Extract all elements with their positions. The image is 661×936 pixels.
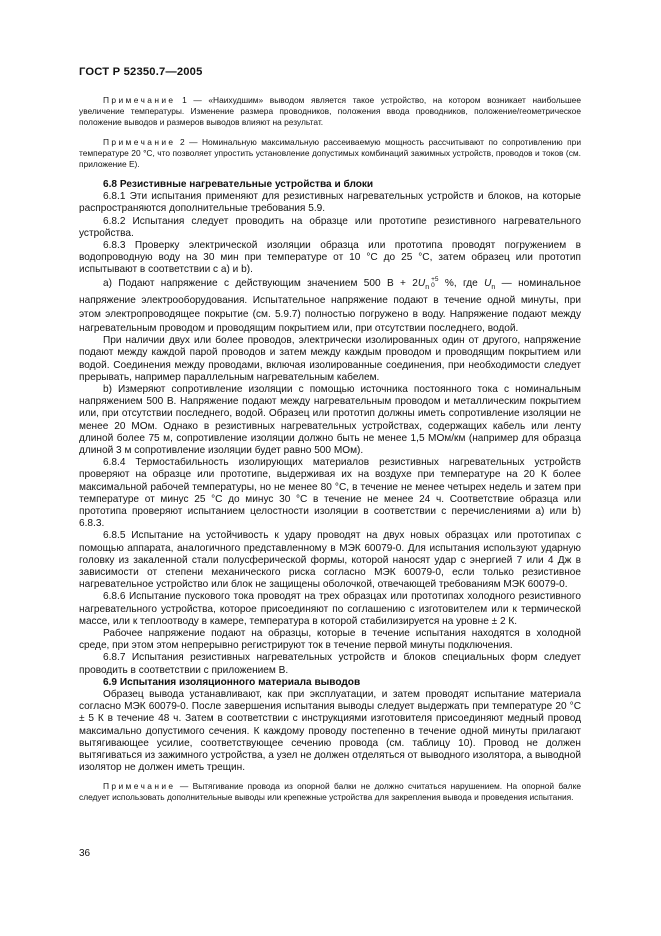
- paragraph-6-8-1: 6.8.1 Эти испытания применяют для резистивных нагревательных устройств и блоков, на которые распространяются дополнительные требования 5.9.: [79, 191, 581, 215]
- section-6-9-heading: 6.9 Испытания изоляционного материала выводов: [103, 676, 361, 688]
- item-a-part2: %, где: [438, 277, 485, 289]
- paragraph-6-8-2: 6.8.2 Испытания следует проводить на образце или прототипе резистивного нагревательного устройства.: [79, 215, 581, 239]
- note-2: [79, 137, 581, 170]
- note-1-label: Примечание: [103, 95, 176, 105]
- paragraph-working-voltage: Рабочее напряжение подают на образцы, которые в течение испытания находятся в холодной среде, при этом этом непрерывно регистрируют ток в течение первой минуты подключения.: [79, 628, 581, 652]
- section-6-8-heading: 6.8 Резистивные нагревательные устройства и блоки: [103, 179, 374, 190]
- note-2-label: Примечание: [103, 137, 176, 147]
- item-a-un: U: [417, 277, 426, 289]
- item-a-tolerance-sub: 0: [431, 282, 435, 290]
- document-body: [79, 95, 581, 812]
- paragraph-6-8-6: 6.8.6 Испытание пускового тока проводят на трех образцах или прототипах холодного резистивного нагревательного устройства, которое присоединяют по соглашению с изготовителем или к термической массе, или к теплоотводу в камере, температура в которой стабилизируется на уровне ± 2 К.: [79, 591, 581, 627]
- item-a-part3: — номинальное напряжение электрооборудования. Испытательное напряжение подают в течение одной минуты, при этом электропроводящее покрытие (см. 5.9.7) полностью погружено в воду. Напряжение подают между нагревательным проводом и проводящим покрытием или, при отсутствии последнего, водой.: [79, 277, 581, 334]
- paragraph-6-8-4: 6.8.4 Термостабильность изолирующих материалов резистивных нагревательных устройств проверяют на образце или прототипе, выдерживая их на воздухе при температуре на 20 К более максимальной рабочей температуры, но не менее 80 °С, в течение не менее четырех недель и затем при температуре от минус 25 °С до минус 30 °С в течение не менее 24 ч. Соответствие образца или прототипа проверяют испытанием целостности изоляции в соответствии с перечислениями а) или b) 6.8.3.: [79, 457, 581, 530]
- paragraph-6-8-3: 6.8.3 Проверку электрической изоляции образца или прототипа проводят погружением в водопроводную воду на 30 мин при температуре от 10 °С до 25 °С, затем образец или прототип испытывают в соответствии с а) и b).: [79, 240, 581, 276]
- paragraph-6-8-7: 6.8.7 Испытания резистивных нагревательных устройств и блоков специальных форм следует проводить в соответствии с приложением В.: [79, 652, 581, 676]
- note-6-9-label: Примечание: [103, 780, 176, 791]
- note-1: [79, 95, 581, 128]
- document-header: ГОСТ Р 52350.7—2005: [79, 66, 203, 78]
- paragraph-two-wires: При наличии двух или более проводов, электрически изолированных один от другого, напряжение подают между каждой парой проводов и затем между каждым проводом и проводящим покрытием или водой. Соединения между проводами, включая изолированные соединения, при необходимости следует прерывать, например параллельным нагревательным кабелем.: [79, 335, 581, 383]
- item-a-part1: a) Подают напряжение с действующим значением 500 В + 2: [103, 277, 418, 289]
- paragraph-6-8-3-b: b) Измеряют сопротивление изоляции с помощью источника постоянного тока с номинальным напряжением 500 В. Напряжение подают между нагревательным проводом и металлическим покрытием или, при отсутствии последнего, водой. Образец или прототип должны иметь сопротивление изоляции не менее 20 МОм. Однако в резистивных нагревательных устройствах, содержащих кабель или ленту длиной более 75 м, сопротивление изоляции должно быть не менее 1,5 МОм/км (например для образца длиной 3 м сопротивление изоляции будет равно 500 МОм).: [79, 384, 581, 457]
- item-a-n: n: [425, 283, 430, 291]
- item-a-n-2: n: [491, 283, 496, 291]
- item-a-tolerance: [431, 277, 438, 290]
- note-6-9-text: — Вытягивание провода из опорной балки не должно считаться нарушением. На опорной балке следует использовать дополнительные выводы или крепежные устройства для закрепления вывода и проведения испытания.: [79, 780, 581, 802]
- note-6-9: [79, 781, 581, 803]
- paragraph-6-8-5: 6.8.5 Испытание на устойчивость к удару проводят на двух новых образцах или прототипах с помощью аппарата, аналогичного представленному в МЭК 60079-0. Для испытания используют ударную головку из закаленной стали полусферической формы, которой наносят удар с энергией 7 или 4 Дж в зависимости от степени механического риска согласно МЭК 60079-0, если только резистивное нагревательное устройство или блок не защищены оболочкой, отвечающей требованиям МЭК 60079-0.: [79, 530, 581, 591]
- item-a-tolerance-sup: +5: [431, 275, 439, 283]
- page-number: 36: [79, 848, 91, 859]
- note-2-text: 2 — Номинальную максимальную рассеиваемую мощность рассчитывают по сопротивлению при температуре 20 °С, что позволяет упростить установление допустимых комбинаций зажимных устройств, проводов и токов (см. приложение Е).: [79, 137, 581, 169]
- paragraph-6-8-3-a: [79, 277, 581, 336]
- paragraph-6-9: Образец вывода устанавливают, как при эксплуатации, и затем проводят испытание материала согласно МЭК 60079-0. После завершения испытания выводы следует выдержать при температуре 20 °С ± 5 К в течение 48 ч. Затем в соответствии с инструкциями изготовителя присоединяют медный провод максимально допустимого сечения. К каждому проводу постепенно в течение одной минуты прилагают вытягивающее усилие, соответствующее сечению провода (см. таблицу 10). Провод не должен вытягиваться из зажимного устройства, а узел не должен отделяться от выводного изолятора, а выводной изолятор не должен иметь трещин.: [79, 689, 581, 774]
- item-a-un-2: U: [484, 277, 492, 289]
- note-1-text: 1 — «Наихудшим» выводом является такое устройство, на котором возникает наибольшее увеличение температуры. Изменение размера проводников, положения ввода проводников, положение/геометрическое положение выводов и размеров выводов влияют на результат.: [79, 95, 581, 127]
